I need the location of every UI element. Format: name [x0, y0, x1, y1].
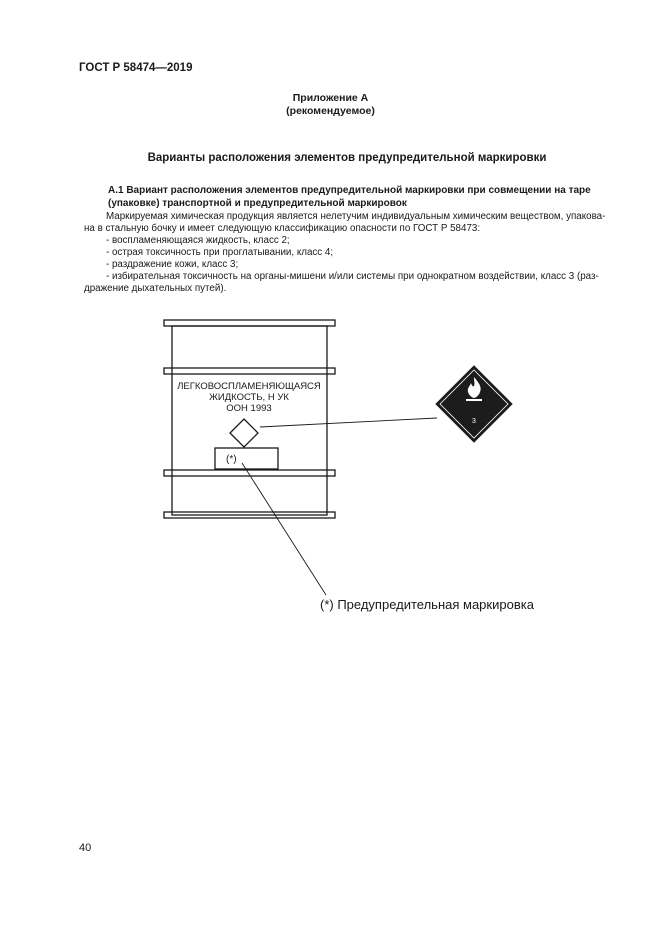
appendix-label: Приложение А [292, 92, 369, 104]
standard-number: ГОСТ Р 58474—2019 [79, 62, 193, 74]
drum-text-line: ООН 1993 [226, 403, 272, 414]
drum-top-rim [164, 320, 335, 326]
hazard-class-number: 3 [472, 418, 476, 425]
drum-text-line: ЖИДКОСТЬ, Н УК [209, 392, 289, 403]
section-heading-line: (упаковке) транспортной и предупредительной маркировок [108, 197, 407, 209]
list-item: - воспламеняющаяся жидкость, класс 2; [106, 235, 290, 246]
list-item: - острая токсичность при проглатывании, класс 4; [106, 247, 334, 258]
hazard-label-icon [436, 366, 512, 442]
appendix-note: (рекомендуемое) [286, 105, 375, 117]
list-item: - избирательная токсичность на органы-мишени и/или системы при однократном воздействии, класс 3 (раз- [106, 271, 599, 282]
marking-box-label: (*) [226, 454, 237, 465]
intro-line: на в стальную бочку и имеет следующую классификацию опасности по ГОСТ Р 58473: [84, 223, 481, 234]
list-item-continuation: дражение дыхательных путей). [84, 283, 227, 294]
drum-text-line: ЛЕГКОВОСПЛАМЕНЯЮЩАЯСЯ [177, 381, 321, 392]
list-item: - раздражение кожи, класс 3; [106, 259, 239, 270]
drum-upper-hoop [164, 368, 335, 374]
page-number: 40 [79, 842, 92, 854]
drum-diamond-icon [230, 419, 258, 447]
marking-box [215, 448, 278, 469]
drum-body [172, 326, 327, 515]
section-heading-line: А.1 Вариант расположения элементов предупредительной маркировки при совмещении на таре [108, 185, 591, 196]
figure-caption: (*) Предупредительная маркировка [320, 597, 534, 612]
leader-line-hazard [260, 418, 437, 427]
page-title: Варианты расположения элементов предупредительной маркировки [147, 152, 547, 164]
intro-line: Маркируемая химическая продукция является нелетучим индивидуальным химическим веществом, упакова- [106, 211, 606, 222]
leader-line-caption [242, 463, 326, 595]
